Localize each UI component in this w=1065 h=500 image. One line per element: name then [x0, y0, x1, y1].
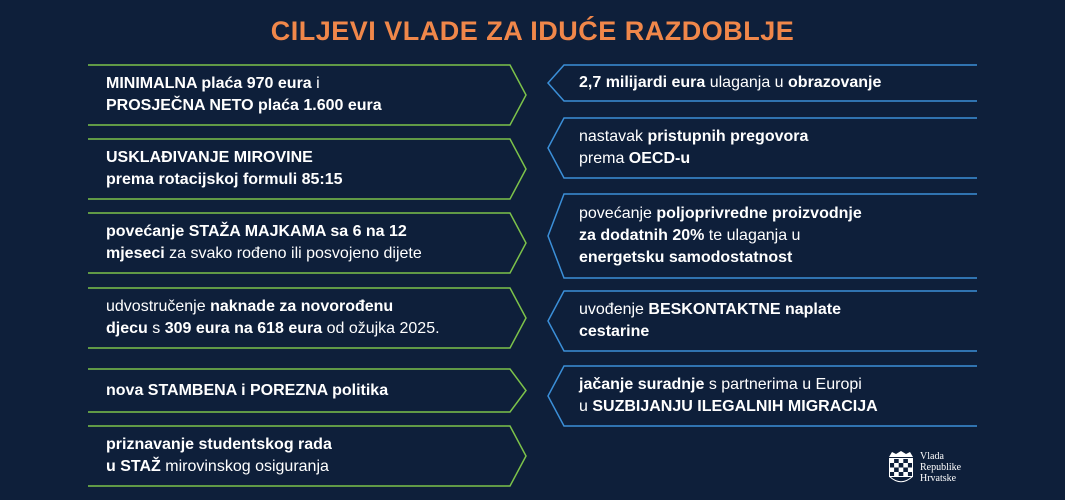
text-segment: 2,7 milijardi eura — [579, 74, 706, 91]
goal-text — [579, 126, 808, 170]
goal-text-line — [579, 374, 878, 396]
text-segment: s partnerima u Europi — [704, 376, 862, 393]
text-segment: obrazovanje — [788, 74, 882, 91]
goal-text-line — [106, 434, 332, 456]
text-segment: i — [311, 75, 320, 92]
text-segment: ulaganja u — [705, 74, 789, 91]
goal-text-line — [579, 72, 881, 94]
goal-text-line — [579, 247, 862, 269]
goal-text — [579, 72, 881, 94]
text-segment: SUZBIJANJU ILEGALNIH MIGRACIJA — [592, 398, 878, 415]
goal-text-line — [106, 456, 332, 478]
text-segment: OECD-u — [628, 150, 691, 167]
goal-text-line — [579, 126, 808, 148]
text-segment: u — [579, 398, 593, 415]
text-segment: mirovinskog osiguranja — [160, 458, 329, 475]
text-segment: povećanje — [579, 205, 657, 222]
text-segment: za svako rođeno ili posvojeno dijete — [164, 245, 422, 262]
goal-item-right — [0, 290, 980, 352]
goal-item-left — [0, 425, 530, 487]
croatian-coat-of-arms-icon — [888, 451, 914, 490]
goal-text-line — [579, 321, 841, 343]
text-segment: pristupnih pregovora — [647, 128, 809, 145]
text-segment: udvostručenje — [106, 298, 211, 315]
text-segment: mjeseci — [106, 245, 165, 262]
text-segment: s — [147, 320, 165, 337]
text-segment: energetsku samodostatnost — [579, 249, 793, 266]
text-segment: BESKONTAKTNE naplate — [648, 301, 841, 318]
logo-line-2: Republike — [920, 462, 962, 473]
text-segment: nova STAMBENA i POREZNA politika — [106, 381, 389, 399]
text-segment: poljoprivredne proizvodnje — [656, 205, 862, 222]
chevron-frame — [0, 117, 980, 179]
text-segment: djecu — [106, 320, 148, 337]
page-title: CILJEVI VLADE ZA IDUĆE RAZDOBLJE — [270, 16, 795, 46]
goal-text-line — [579, 203, 862, 225]
government-logo-text — [920, 451, 961, 484]
goal-text — [579, 203, 862, 269]
goal-text — [579, 299, 841, 343]
goal-text — [579, 374, 878, 418]
text-segment: PROSJEČNA NETO plaća 1.600 eura — [106, 97, 382, 114]
goal-text-line — [579, 148, 808, 170]
goal-item-right — [0, 117, 980, 179]
text-segment: MINIMALNA plaća 970 eura — [106, 75, 312, 92]
goal-item-right — [0, 193, 980, 279]
goal-item-right — [0, 365, 980, 427]
text-segment: cestarine — [579, 323, 650, 340]
goal-text-line — [579, 225, 862, 247]
text-segment: povećanje STAŽA MAJKAMA sa 6 na 12 — [106, 223, 407, 240]
logo-line-3: Hrvatske — [920, 473, 957, 484]
text-segment: 309 eura na 618 eura — [164, 320, 323, 337]
text-segment: te ulaganja u — [704, 227, 801, 244]
logo-line-1: Vlada — [920, 451, 944, 462]
text-segment: od ožujka 2025. — [322, 320, 440, 337]
goal-item-right — [0, 64, 980, 102]
text-segment: USKLAĐIVANJE MIROVINE — [106, 149, 313, 166]
text-segment: prema rotacijskoj formuli 85:15 — [106, 171, 343, 188]
text-segment: jačanje suradnje — [579, 376, 705, 393]
text-segment: za dodatnih 20% — [579, 227, 705, 244]
text-segment: naknade za novorođenu — [210, 298, 394, 315]
text-segment: priznavanje studentskog rada — [106, 436, 332, 453]
text-segment: uvođenje — [579, 301, 649, 318]
text-segment: prema — [579, 150, 629, 167]
text-segment: u STAŽ — [106, 458, 161, 475]
goal-text-line — [579, 396, 878, 418]
text-segment: nastavak — [579, 128, 648, 145]
goal-text — [106, 434, 332, 478]
goal-text-line — [579, 299, 841, 321]
